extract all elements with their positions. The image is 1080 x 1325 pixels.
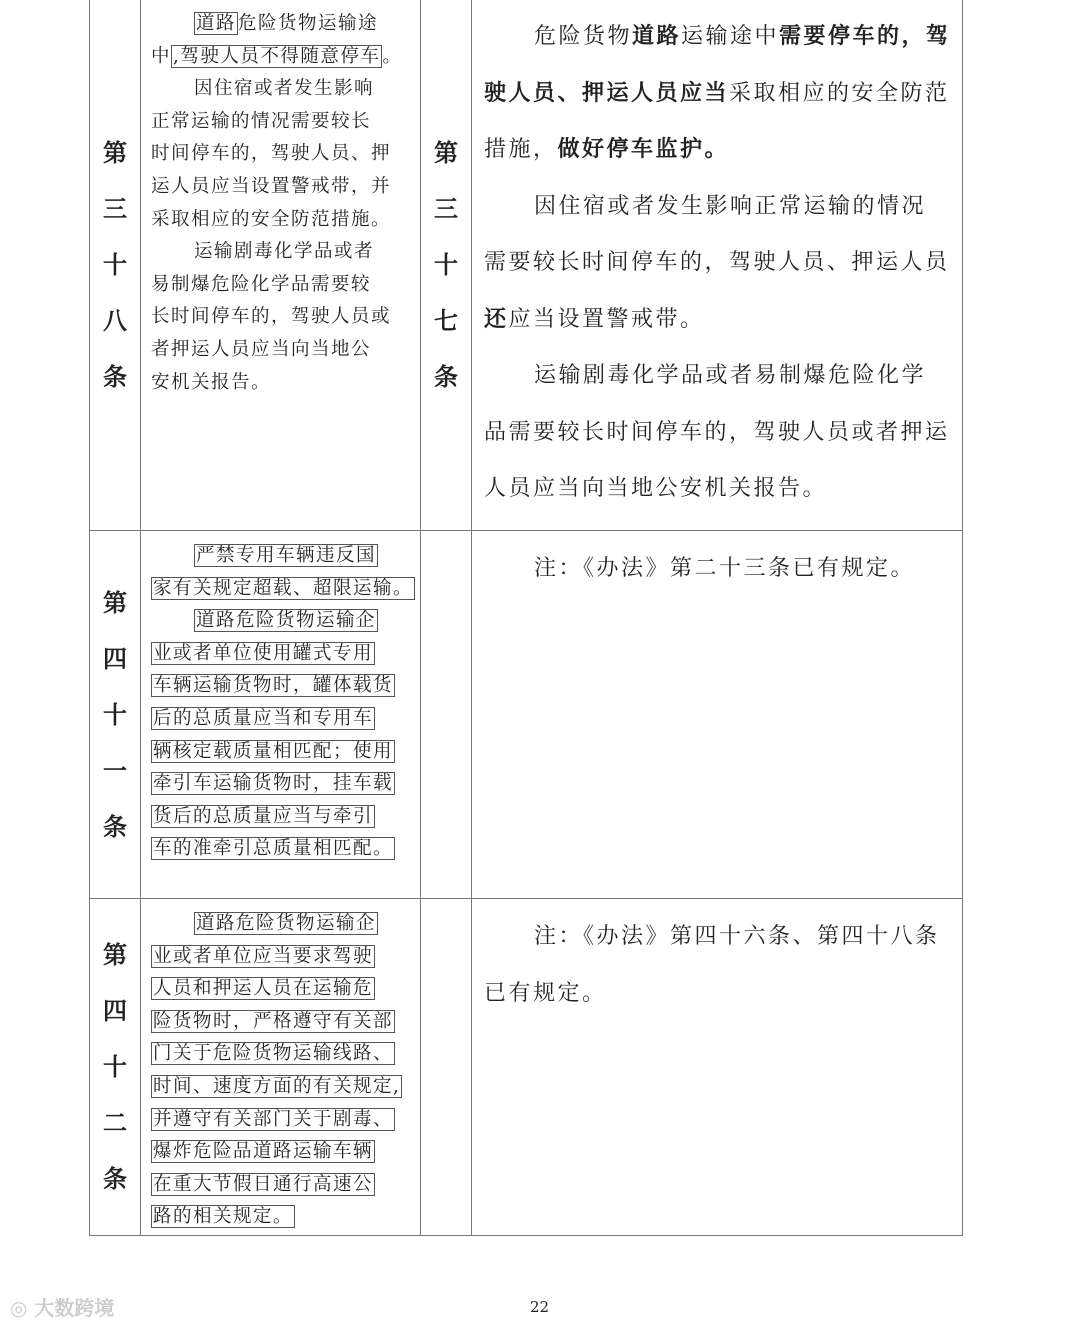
marked-text: 牵引车运输货物时，挂车载 <box>153 773 394 795</box>
article-number-char: 条 <box>103 1164 127 1193</box>
table-row <box>90 899 963 1236</box>
article-number-char: 一 <box>103 756 127 785</box>
text-line <box>151 909 420 942</box>
page-number: 22 <box>530 1298 550 1316</box>
right-text-cell <box>472 531 963 899</box>
marked-text: 业或者单位应当要求驾驶 <box>153 945 374 967</box>
text-segment: 安机关报告。 <box>151 371 272 393</box>
left-text-cell <box>141 899 421 1236</box>
text-segment: 长时间停车的，驾驶人员或 <box>151 306 392 328</box>
marked-text: 并遵守有关部门关于剧毒、 <box>153 1108 394 1130</box>
watermark-text: 大数跨境 <box>34 1296 115 1320</box>
right-num-cell <box>421 531 472 899</box>
article-number-char: 三 <box>103 194 127 223</box>
right-num-cell <box>421 899 472 1236</box>
article-number-char: 三 <box>434 194 458 223</box>
text-line <box>151 1137 420 1170</box>
article-number-char: 十 <box>103 1052 127 1081</box>
left-num-cell <box>90 531 141 899</box>
text-line <box>151 1072 420 1105</box>
text-segment: 应当设置警戒带。 <box>508 306 705 332</box>
text-line <box>151 639 420 672</box>
article-number-char: 条 <box>103 362 127 391</box>
text-line <box>484 541 952 598</box>
bold-text: 道路 <box>632 24 682 49</box>
text-segment: 需要较长时间停车的，驾驶人员、押运人员 <box>484 250 950 275</box>
marked-text: 车的准牵引总质量相匹配。 <box>153 838 394 860</box>
text-line <box>484 348 952 405</box>
marked-text: 道路危险货物运输企 <box>196 610 377 632</box>
article-number-char: 八 <box>103 306 127 335</box>
text-line <box>151 107 420 140</box>
text-segment: 措施， <box>484 137 558 162</box>
marked-text: 严禁专用车辆违反国 <box>196 545 377 566</box>
article-number-char: 二 <box>103 1108 127 1137</box>
text-line <box>151 270 420 303</box>
marked-text: 时间、速度方面的有关规定, <box>153 1075 401 1097</box>
left-num-cell <box>90 0 141 531</box>
text-line <box>484 966 952 1023</box>
text-line <box>151 574 420 607</box>
marked-text: 家有关规定超载、超限运输。 <box>153 577 414 599</box>
text-segment: 易制爆危险化学品需要较 <box>151 273 372 295</box>
text-line <box>484 66 952 123</box>
marked-text: 车辆运输货物时，罐体载货 <box>153 675 394 697</box>
text-line <box>151 942 420 975</box>
right-text-cell <box>472 899 963 1236</box>
text-segment: 已有规定。 <box>484 980 607 1006</box>
text-segment: 运人员应当设置警戒带，并 <box>151 175 392 197</box>
article-number-char: 第 <box>103 940 127 969</box>
marked-text: 道路 <box>196 13 237 34</box>
text-line <box>484 909 952 966</box>
marked-text: 货后的总质量应当与牵引 <box>153 805 374 827</box>
text-line <box>151 606 420 639</box>
text-line <box>151 541 420 574</box>
text-segment: 因住宿或者发生影响正常运输的情况 <box>534 193 927 219</box>
text-segment: 因住宿或者发生影响 <box>194 78 375 100</box>
text-segment: 。 <box>382 45 403 67</box>
marked-text: ,驾驶人员不得随意停车 <box>173 45 381 67</box>
left-num-cell <box>90 899 141 1236</box>
article-number-char: 十 <box>434 250 458 279</box>
text-line <box>151 1007 420 1040</box>
text-line <box>484 179 952 236</box>
text-line <box>484 235 952 292</box>
text-segment: 采取相应的安全防范措施。 <box>151 208 392 230</box>
text-line <box>151 302 420 335</box>
article-number-char: 十 <box>103 700 127 729</box>
text-line <box>151 834 420 867</box>
bold-text: 还 <box>484 306 509 332</box>
article-number-char: 十 <box>103 250 127 279</box>
marked-text: 爆炸危险品道路运输车辆 <box>153 1141 374 1163</box>
text-segment: 中 <box>151 45 172 67</box>
text-line <box>151 1170 420 1203</box>
text-line <box>151 1105 420 1138</box>
marked-text: 后的总质量应当和专用车 <box>153 707 374 729</box>
text-segment: 危险货物 <box>534 24 633 49</box>
text-line <box>151 42 420 75</box>
text-segment: 品需要较长时间停车的，驾驶人员或者押运 <box>484 419 950 445</box>
marked-text: 门关于危险货物运输线路、 <box>153 1043 394 1065</box>
article-number-char: 四 <box>103 996 127 1025</box>
text-segment: 时间停车的，驾驶人员、押 <box>151 143 392 165</box>
table-row <box>90 531 963 899</box>
text-line <box>151 9 420 42</box>
text-line <box>151 671 420 704</box>
marked-text: 路的相关规定。 <box>153 1206 294 1228</box>
article-number-char: 第 <box>434 138 458 167</box>
marked-text: 险货物时，严格遵守有关部 <box>153 1010 394 1032</box>
watermark-logo: ◎ 大数跨境 <box>10 1296 115 1320</box>
left-text-cell <box>141 0 421 531</box>
text-line <box>151 704 420 737</box>
text-line <box>151 172 420 205</box>
text-line <box>484 405 952 462</box>
text-line <box>151 74 420 107</box>
text-line <box>151 769 420 802</box>
text-segment: 人员应当向当地公安机关报告。 <box>484 476 828 501</box>
text-segment: 采取相应的安全防范 <box>729 80 950 106</box>
bold-text: 做好停车监护。 <box>557 137 730 162</box>
text-line <box>151 974 420 1007</box>
text-line <box>484 122 952 179</box>
text-line <box>484 461 952 518</box>
text-line <box>151 139 420 172</box>
text-segment: 运输剧毒化学品或者 <box>194 241 375 263</box>
table-row <box>90 0 963 531</box>
marked-text: 业或者单位使用罐式专用 <box>153 642 374 664</box>
marked-text: 道路危险货物运输企 <box>196 913 377 934</box>
article-number-char: 第 <box>103 588 127 617</box>
marked-text: 辆核定载质量相匹配；使用 <box>153 740 394 762</box>
text-segment: 注：《办法》第四十六条、第四十八条 <box>534 924 940 949</box>
text-line <box>151 1202 420 1235</box>
text-line <box>151 1039 420 1072</box>
text-line <box>484 292 952 349</box>
article-number-char: 四 <box>103 644 127 673</box>
text-segment: 危险货物运输途 <box>238 13 379 34</box>
article-number-char: 第 <box>103 138 127 167</box>
article-number-char: 条 <box>103 812 127 841</box>
text-line <box>151 737 420 770</box>
text-line <box>151 335 420 368</box>
comparison-table <box>89 0 963 1236</box>
text-segment: 正常运输的情况需要较长 <box>151 110 372 132</box>
text-line <box>151 205 420 238</box>
text-line <box>151 802 420 835</box>
bold-text: 需要停车的，驾 <box>779 24 951 49</box>
text-segment: 者押运人员应当向当地公 <box>151 338 372 360</box>
marked-text: 人员和押运人员在运输危 <box>153 978 374 1000</box>
text-line <box>151 368 420 401</box>
bold-text: 驶人员、押运人员应当 <box>484 80 730 106</box>
right-text-cell <box>472 0 963 531</box>
article-number-char: 条 <box>434 362 458 391</box>
text-segment: 运输途中 <box>681 24 780 49</box>
text-segment: 运输剧毒化学品或者易制爆危险化学 <box>534 363 927 388</box>
left-text-cell <box>141 531 421 899</box>
text-line <box>484 9 952 66</box>
right-num-cell <box>421 0 472 531</box>
article-number-char: 七 <box>434 306 458 335</box>
marked-text: 在重大节假日通行高速公 <box>153 1173 374 1195</box>
text-line <box>151 237 420 270</box>
text-segment: 注：《办法》第二十三条已有规定。 <box>534 556 916 581</box>
